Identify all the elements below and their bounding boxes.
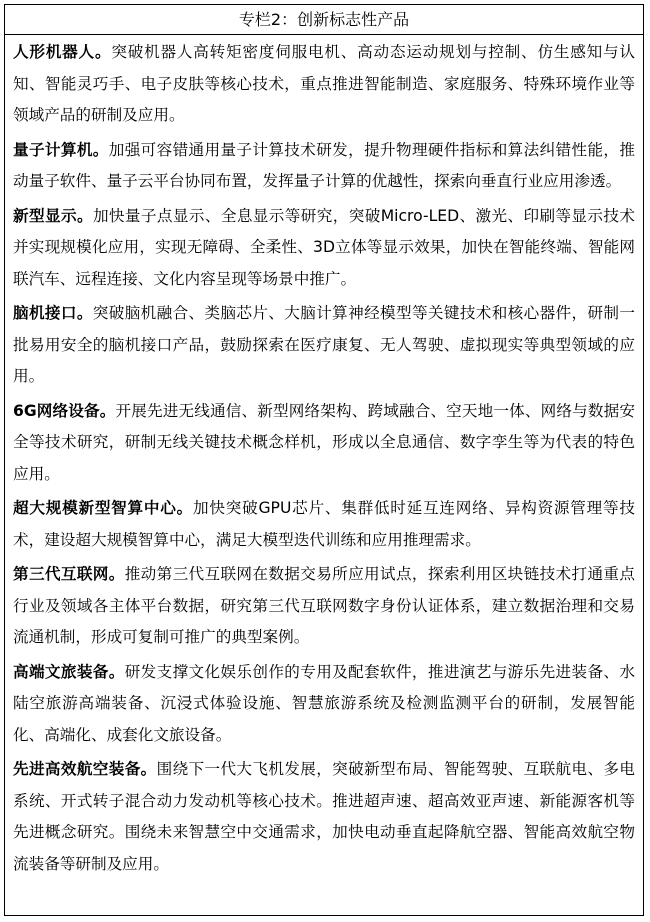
entry-new-display (13, 201, 635, 296)
entry-cultural-tourism-equipment (13, 657, 635, 752)
entry-title: 脑机接口。 (13, 304, 93, 322)
entry-6g-network (13, 396, 635, 491)
entry-title: 量子计算机。 (13, 140, 109, 159)
entry-text: 推动第三代互联网在数据交易所应用试点，探索利用区块链技术打通重点行业及领域各主体平台数据，研究第三代互联网数字身份认证体系，建立数据治理和交易流通机制，形成可复制可推广的典型案例。 (13, 565, 635, 646)
entry-text: 突破脑机融合、类脑芯片、大脑计算神经模型等关键技术和核心器件，研制一批易用安全的脑机接口产品，鼓励探索在医疗康复、无人驾驶、虚拟现实等典型领域的应用。 (13, 304, 635, 385)
entry-title: 超大规模新型智算中心。 (13, 499, 193, 517)
entry-text: 加快突破GPU芯片、集群低时延互连网络、异构资源管理等技术，建设超大规模智算中心，满足大模型迭代训练和应用推理需求。 (13, 499, 635, 549)
entry-text: 围绕下一代大飞机发展，突破新型布局、智能驾驶、互联航电、多电系统、开式转子混合动力发动机等核心技术。推进超声速、超高效亚声速、新能源客机等先进概念研究。围绕未来智慧空中交通需求，加快电动垂直起降航空器、智能高效航空物流装备等研制及应用。 (13, 760, 635, 873)
entry-humanoid-robot (13, 37, 635, 132)
entry-aviation-equipment (13, 754, 635, 880)
entry-third-gen-internet (13, 559, 635, 654)
entry-title: 先进高效航空装备。 (13, 760, 157, 778)
column-title: 专栏2：创新标志性产品 (5, 5, 643, 35)
entry-text: 突破机器人高转矩密度伺服电机、高动态运动规划与控制、仿生感知与认知、智能灵巧手、电子皮肤等核心技术，重点推进智能制造、家庭服务、特殊环境作业等领域产品的研制及应用。 (13, 43, 635, 124)
entry-brain-computer-interface (13, 298, 635, 393)
entry-title: 新型显示。 (13, 206, 93, 225)
entry-quantum-computer (13, 135, 635, 198)
column-box (4, 4, 644, 916)
entry-title: 6G网络设备。 (13, 401, 116, 420)
entry-title: 高端文旅装备。 (13, 662, 125, 681)
entry-title: 第三代互联网。 (13, 565, 125, 583)
entry-title: 人形机器人。 (13, 43, 112, 61)
entry-text: 加快量子点显示、全息显示等研究，突破Micro-LED、激光、印刷等显示技术并实现规模化应用，实现无障碍、全柔性、3D立体等显示效果，加快在智能终端、智能网联汽车、远程连接、文化内容呈现等场景中推广。 (13, 206, 635, 288)
entry-intelligent-computing-center (13, 493, 635, 556)
column-content (5, 35, 643, 880)
entry-text: 研发支撑文化娱乐创作的专用及配套软件，推进演艺与游乐先进装备、水陆空旅游高端装备、沉浸式体验设施、智慧旅游系统及检测监测平台的研制，发展智能化、高端化、成套化文旅设备。 (13, 662, 635, 744)
entry-text: 开展先进无线通信、新型网络架构、跨域融合、空天地一体、网络与数据安全等技术研究，研制无线关键技术概念样机，形成以全息通信、数字孪生等为代表的特色应用。 (13, 401, 635, 483)
entry-text: 加强可容错通用量子计算技术研发，提升物理硬件指标和算法纠错性能，推动量子软件、量子云平台协同布置，发挥量子计算的优越性，探索向垂直行业应用渗透。 (13, 140, 635, 190)
